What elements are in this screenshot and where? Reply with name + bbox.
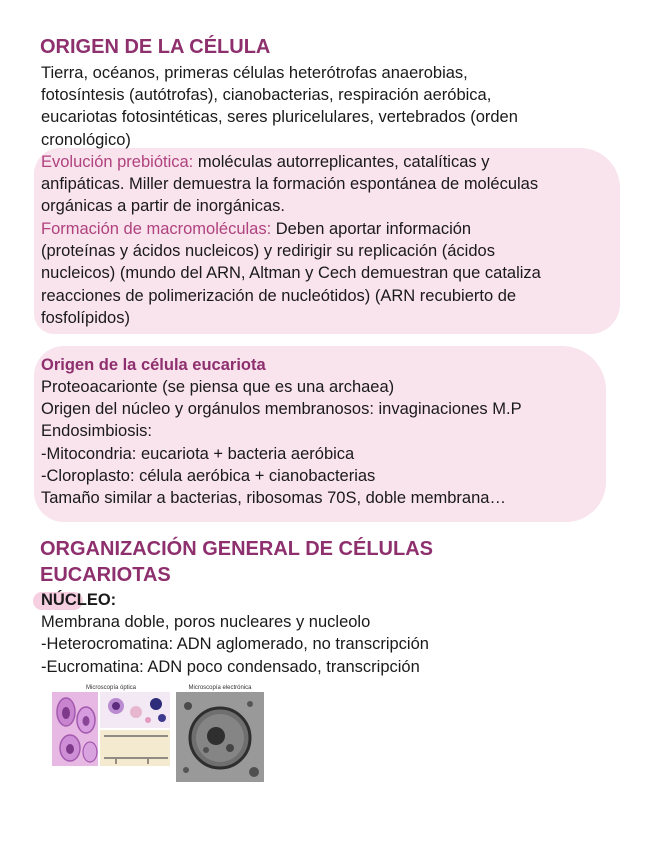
text-line xyxy=(41,218,631,240)
text-line xyxy=(41,151,631,173)
macromolecules-label: Formación de macromoléculas: xyxy=(41,220,272,238)
eukaryote-paragraph xyxy=(41,376,631,509)
intro-paragraph xyxy=(41,62,631,151)
text-line: -Heterocromatina: ADN aglomerado, no transcripción xyxy=(41,635,429,654)
electron-microscopy-figure xyxy=(176,684,264,782)
section-title-organizacion xyxy=(40,536,433,588)
text-line xyxy=(41,589,631,611)
prebiotic-paragraph xyxy=(41,151,631,218)
text-line: fosfolípidos) xyxy=(41,308,130,327)
title-line: EUCARIOTAS xyxy=(40,564,171,586)
text-line: nucleicos) (mundo del ARN, Altman y Cech demuestran que cataliza xyxy=(41,264,541,283)
text-line: reacciones de polimerización de nucleótidos) (ARN recubierto de xyxy=(41,286,517,305)
text-line: Origen del núcleo y orgánulos membranosos: invaginaciones M.P xyxy=(41,400,522,419)
nucleo-label: NÚCLEO xyxy=(41,591,111,609)
optical-microscopy-figure xyxy=(52,684,170,766)
electron-microscopy-image xyxy=(176,692,264,782)
macromolecules-paragraph xyxy=(41,218,631,329)
text-line: Endosimbiosis: xyxy=(41,422,152,441)
text-line: anfipáticas. Miller demuestra la formación espontánea de moléculas xyxy=(41,175,539,194)
section-title-origen: ORIGEN DE LA CÉLULA xyxy=(40,36,271,58)
text-line: -Mitocondria: eucariota + bacteria aeróbica xyxy=(41,444,355,463)
text-line: cronológico) xyxy=(41,130,131,149)
text-fragment: moléculas autorreplicantes, catalíticas y xyxy=(193,153,490,171)
section-title-eucariota: Origen de la célula eucariota xyxy=(41,356,266,374)
title-line: ORGANIZACIÓN GENERAL DE CÉLULAS xyxy=(40,538,433,560)
nucleo-paragraph xyxy=(41,589,631,678)
prebiotic-label: Evolución prebiótica: xyxy=(41,153,194,171)
text-line: -Cloroplasto: célula aeróbica + cianobacterias xyxy=(41,466,376,485)
text-line: (proteínas y ácidos nucleicos) y redirigir su replicación (ácidos xyxy=(41,242,495,261)
text-line: Membrana doble, poros nucleares y nucleolo xyxy=(41,613,371,632)
optical-microscopy-title: Microscopía óptica xyxy=(85,685,137,691)
text-line: Tierra, océanos, primeras células heterótrofas anaerobias, xyxy=(41,64,468,82)
text-fragment: Deben aportar información xyxy=(271,220,472,238)
optical-microscopy-image xyxy=(52,692,170,766)
text-line: -Eucromatina: ADN poco condensado, transcripción xyxy=(41,657,420,676)
nucleo-colon: : xyxy=(110,591,117,609)
text-line: Tamaño similar a bacterias, ribosomas 70S, doble membrana… xyxy=(41,489,506,508)
text-line: fotosíntesis (autótrofas), cianobacterias, respiración aeróbica, xyxy=(41,86,492,105)
electron-microscopy-title: Microscopía electrónica xyxy=(188,685,252,691)
text-line: eucariotas fotosintéticas, seres pluricelulares, vertebrados (orden xyxy=(41,108,518,127)
text-line: orgánicas a partir de inorgánicas. xyxy=(41,197,285,216)
text-line: Proteoacarionte (se piensa que es una archaea) xyxy=(41,378,395,396)
